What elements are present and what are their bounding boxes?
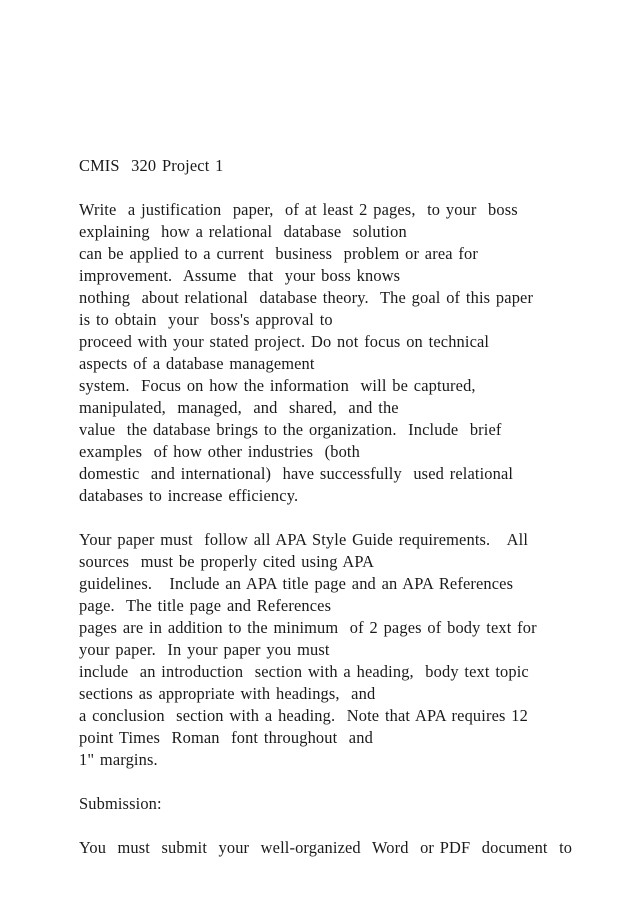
- text-line: a conclusion section with a heading. Note that APA requires 12: [79, 706, 528, 725]
- paragraph-gap: [79, 815, 619, 837]
- text-line: guidelines. Include an APA title page and an APA References: [79, 574, 514, 593]
- text-line: explaining how a relational database solution: [79, 222, 407, 241]
- submission-text: You must submit your well-organized Word or PDF document to: [79, 838, 573, 857]
- text-line: improvement. Assume that your boss knows: [79, 266, 401, 285]
- submission-heading: Submission:: [79, 794, 162, 813]
- paragraph-gap: [79, 771, 619, 793]
- text-line: examples of how other industries (both: [79, 442, 360, 461]
- text-line: aspects of a database management: [79, 354, 315, 373]
- text-line: sections as appropriate with headings, and: [79, 684, 376, 703]
- paragraph-apa-requirements: [79, 529, 619, 771]
- text-line: Your paper must follow all APA Style Guide requirements. All: [79, 530, 529, 549]
- text-line: value the database brings to the organization. Include brief: [79, 420, 502, 439]
- text-line: can be applied to a current business problem or area for: [79, 244, 478, 263]
- text-line: your paper. In your paper you must: [79, 640, 330, 659]
- text-line: domestic and international) have successfully used relational: [79, 464, 514, 483]
- document-body: [79, 155, 619, 859]
- paragraph-gap: [79, 507, 619, 529]
- text-line: page. The title page and References: [79, 596, 332, 615]
- text-line: system. Focus on how the information will be captured,: [79, 376, 476, 395]
- paragraph-gap: [79, 177, 619, 199]
- text-line: proceed with your stated project. Do not focus on technical: [79, 332, 490, 351]
- document-title: CMIS 320 Project 1: [79, 156, 224, 175]
- text-line: manipulated, managed, and shared, and the: [79, 398, 399, 417]
- text-line: nothing about relational database theory. The goal of this paper: [79, 288, 534, 307]
- text-line: pages are in addition to the minimum of 2 pages of body text for: [79, 618, 537, 637]
- text-line: point Times Roman font throughout and: [79, 728, 373, 747]
- text-line: databases to increase efficiency.: [79, 486, 299, 505]
- text-line: 1" margins.: [79, 750, 158, 769]
- text-line: include an introduction section with a heading, body text topic: [79, 662, 529, 681]
- paragraph-assignment: [79, 199, 619, 507]
- text-line: Write a justification paper, of at least 2 pages, to your boss: [79, 200, 518, 219]
- text-line: is to obtain your boss's approval to: [79, 310, 333, 329]
- text-line: sources must be properly cited using APA: [79, 552, 375, 571]
